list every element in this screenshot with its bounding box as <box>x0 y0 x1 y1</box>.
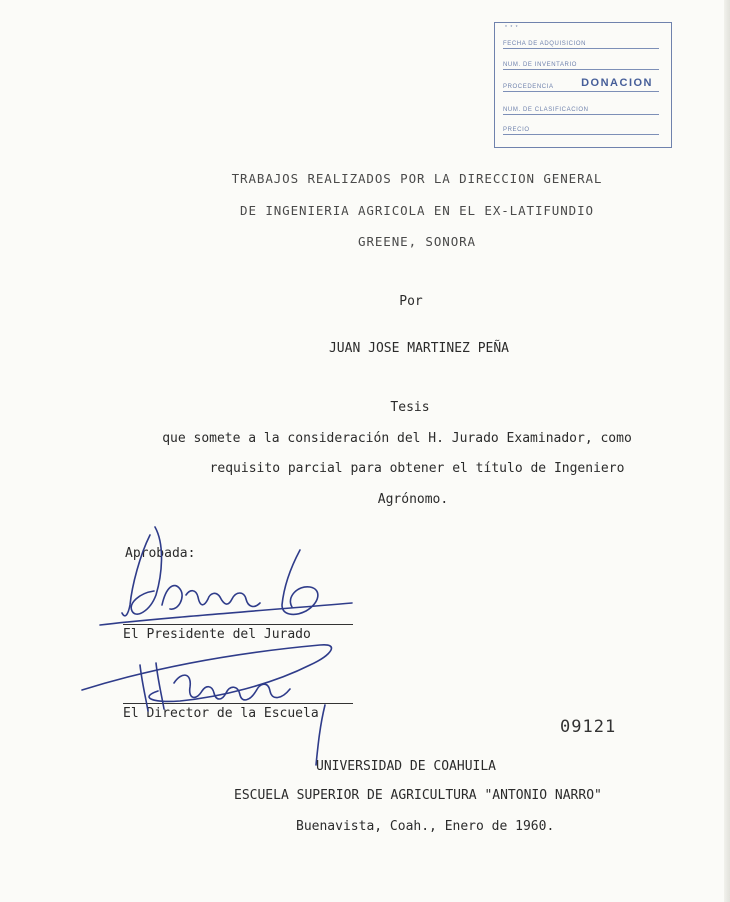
president-label: El Presidente del Jurado <box>123 627 311 642</box>
title-line-3: GREENE, SONORA <box>358 234 476 249</box>
thesis-line-2: requisito parcial para obtener el título de Ingeniero <box>209 461 625 476</box>
inventory-number: 09121 <box>560 717 617 737</box>
approval-label: Aprobada: <box>125 546 196 561</box>
stamp-mark: * * * <box>505 25 519 31</box>
stamp-field-classification: NUM. DE CLASIFICACION <box>503 113 659 115</box>
thesis-line-3: Agrónomo. <box>377 492 449 507</box>
author-name: JUAN JOSE MARTINEZ PEÑA <box>328 341 509 356</box>
university-name: UNIVERSIDAD DE COAHUILA <box>316 759 497 774</box>
stamp-field-price: PRECIO <box>503 133 659 135</box>
director-label: El Director de la Escuela <box>123 706 319 721</box>
stamp-field-inventory: NUM. DE INVENTARIO <box>503 68 659 70</box>
stamp-field-acquisition-date: FECHA DE ADQUISICION <box>503 47 659 49</box>
title-line-1: TRABAJOS REALIZADOS POR LA DIRECCION GENERAL <box>231 171 603 186</box>
place-date: Buenavista, Coah., Enero de 1960. <box>296 819 555 834</box>
page-edge <box>724 0 730 902</box>
title-line-2: DE INGENIERIA AGRICOLA EN EL EX-LATIFUNDIO <box>240 203 594 218</box>
handwritten-signatures <box>70 515 370 775</box>
by-label: Por <box>399 294 423 309</box>
thesis-line-1: que somete a la consideración del H. Jurado Examinador, como <box>162 431 632 446</box>
stamp-field-origin: PROCEDENCIA DONACION <box>503 90 659 92</box>
school-name: ESCUELA SUPERIOR DE AGRICULTURA "ANTONIO NARRO" <box>234 788 602 803</box>
acquisition-stamp <box>494 22 672 148</box>
stamp-origin-value: DONACION <box>581 77 653 89</box>
thesis-label: Tesis <box>390 400 430 415</box>
